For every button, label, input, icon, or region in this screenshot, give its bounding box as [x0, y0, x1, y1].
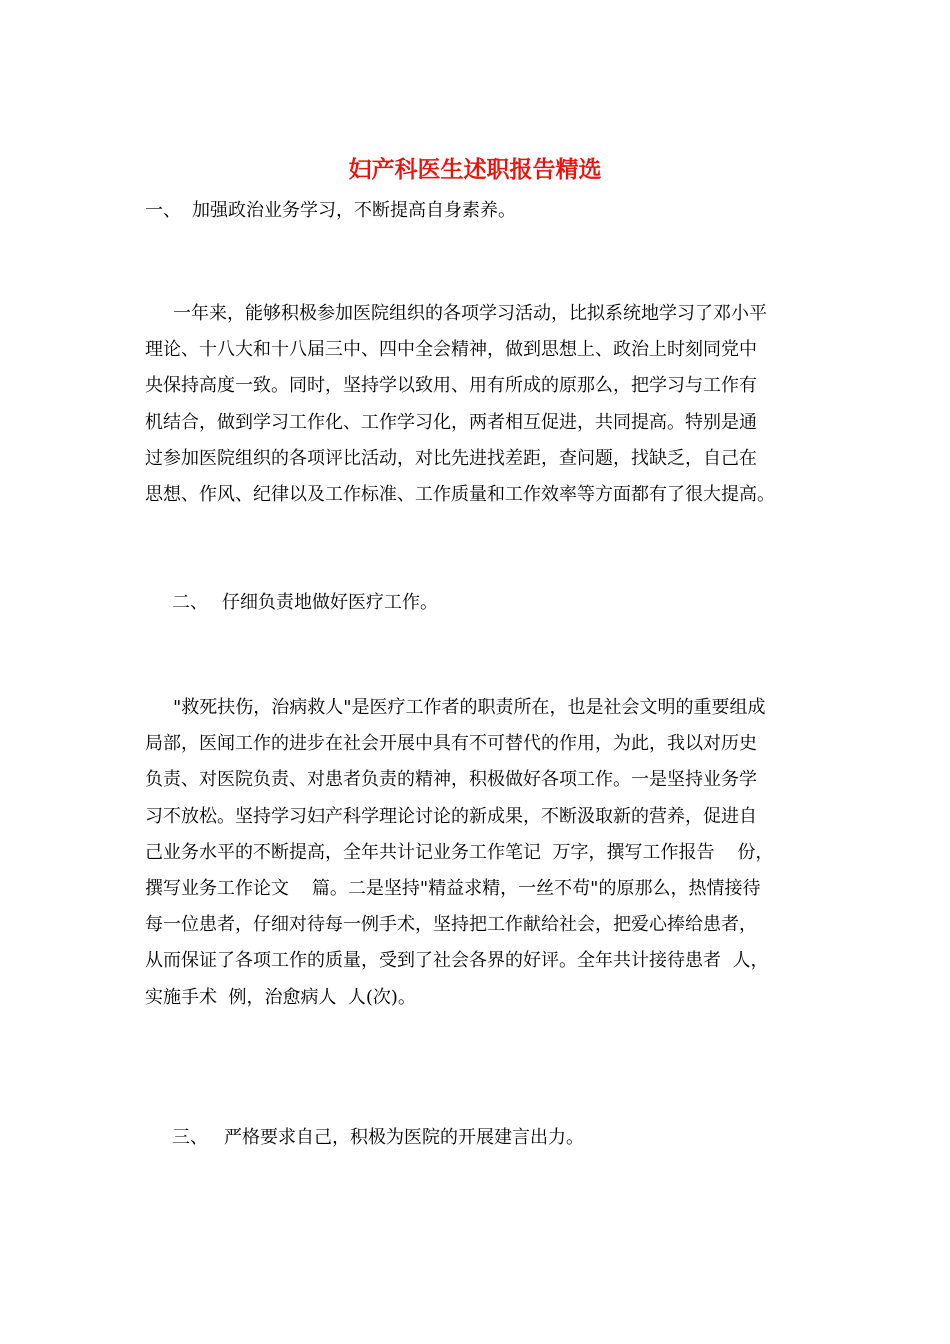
paragraph-line: 撰写业务工作论文 篇。二是坚持"精益求精，一丝不苟"的原那么，热情接待: [145, 877, 761, 899]
section-number-1: 一、: [145, 200, 181, 221]
section-paragraph-1: [145, 296, 775, 513]
paragraph-line: 实施手术 例，治愈病人 人(次)。: [145, 986, 416, 1008]
paragraph-line: 己业务水平的不断提高，全年共计记业务工作笔记 万字，撰写工作报告 份，: [145, 841, 774, 863]
paragraph-line: 理论、十八大和十八届三中、四中全会精神，做到思想上、政治上时刻同党中: [145, 339, 757, 361]
paragraph-line: 从而保证了各项工作的质量，受到了社会各界的好评。全年共计接待患者 人，: [145, 950, 769, 972]
section-heading-text-2: 仔细负责地做好医疗工作。: [222, 592, 438, 613]
paragraph-line: 央保持高度一致。同时，坚持学以致用、用有所成的原那么，把学习与工作有: [145, 375, 757, 397]
paragraph-line: 思想、作风、纪律以及工作标准、工作质量和工作效率等方面都有了很大提高。: [145, 483, 775, 505]
section-number-2: 二、: [172, 592, 208, 613]
document-title: 妇产科医生述职报告精选: [348, 156, 602, 183]
section-heading-text-1: 加强政治业务学习，不断提高自身素养。: [192, 200, 516, 221]
paragraph-line: 负责、对医院负责、对患者负责的精神，积极做好各项工作。一是坚持业务学: [145, 769, 757, 791]
paragraph-line: 机结合，做到学习工作化、工作学习化，两者相互促进，共同提高。特别是通: [145, 411, 757, 433]
paragraph-line: 习不放松。坚持学习妇产科学理论讨论的新成果，不断汲取新的营养，促进自: [145, 805, 757, 827]
paragraph-line: "救死扶伤，治病救人"是医疗工作者的职责所在，也是社会文明的重要组成: [173, 697, 766, 718]
section-heading-1: [145, 196, 516, 226]
section-number-3: 三、: [172, 1127, 208, 1148]
section-paragraph-2: [145, 690, 773, 1016]
section-heading-2: [172, 588, 438, 618]
section-heading-text-3: 严格要求自己，积极为医院的开展建言出力。: [224, 1127, 584, 1148]
section-heading-3: [172, 1123, 584, 1153]
paragraph-line: 一年来，能够积极参加医院组织的各项学习活动，比拟系统地学习了邓小平: [173, 303, 767, 324]
paragraph-line: 局部，医闻工作的进步在社会开展中具有不可替代的作用，为此，我以对历史: [145, 733, 757, 755]
paragraph-line: 过参加医院组织的各项评比活动，对比先进找差距，查问题，找缺乏，自己在: [145, 447, 757, 469]
paragraph-line: 每一位患者，仔细对待每一例手术，坚持把工作献给社会，把爱心捧给患者，: [145, 914, 757, 936]
